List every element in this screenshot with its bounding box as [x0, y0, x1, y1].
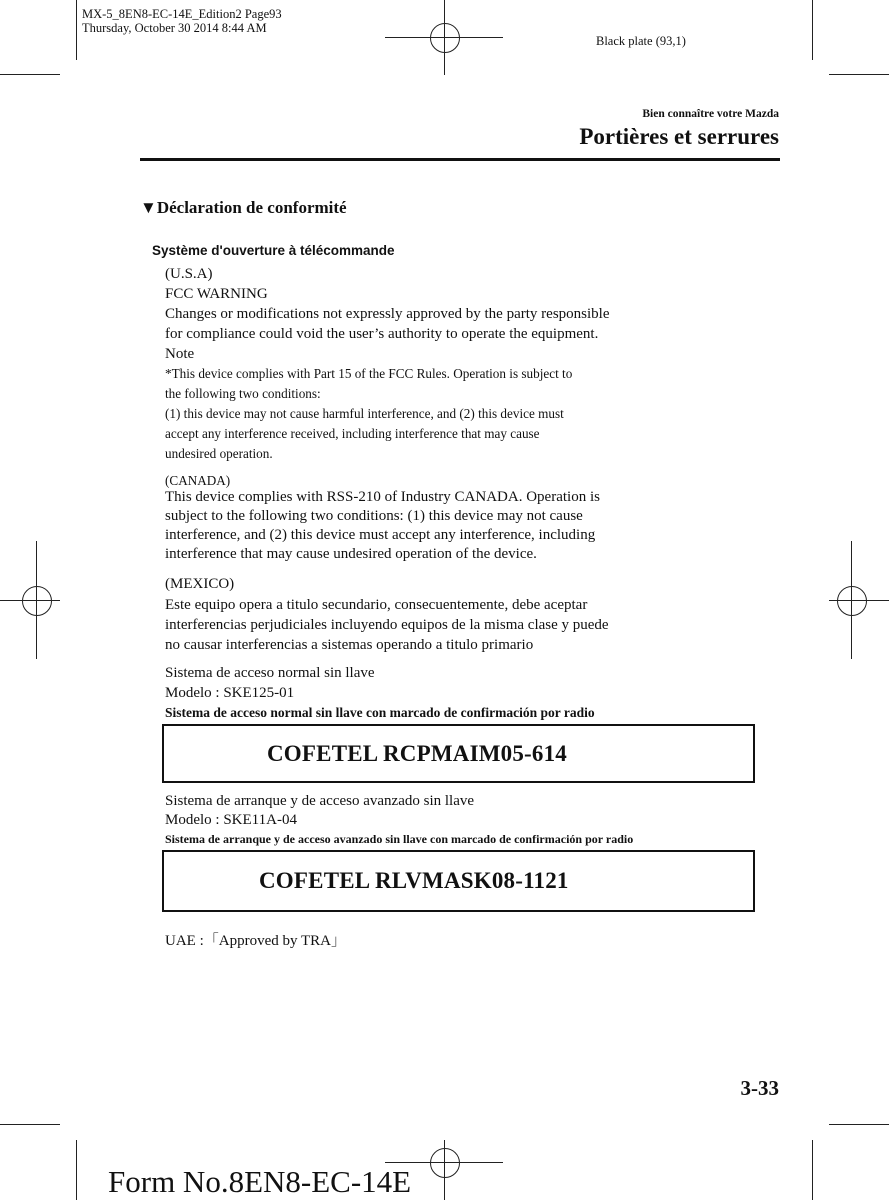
canada-text-line: interference that may cause undesired operation of the device. [165, 546, 537, 562]
system-name: Sistema de acceso normal sin llave [165, 665, 375, 681]
usa-label: (U.S.A) [165, 266, 213, 282]
usa-text-line: for compliance could void the user’s authority to operate the equipment. [165, 326, 599, 342]
section-title: Portières et serrures [579, 124, 779, 149]
cofetel-code: COFETEL RCPMAIM05-614 [267, 740, 567, 766]
canada-text-line: subject to the following two conditions: (1) this device may not cause [165, 508, 583, 524]
system-caption: Sistema de arranque y de acceso avanzado sin llave con marcado de confirmación por radio [165, 832, 634, 846]
cofetel-box [162, 850, 755, 912]
print-file-label: MX-5_8EN8-EC-14E_Edition2 Page93 [82, 7, 282, 21]
section-rule [140, 158, 780, 161]
mexico-label: (MEXICO) [165, 576, 235, 592]
page-number: 3-33 [740, 1076, 779, 1100]
mexico-text-line: interferencias perjudiciales incluyendo equipos de la misma clase y puede [165, 617, 609, 633]
print-timestamp: Thursday, October 30 2014 8:44 AM [82, 21, 267, 35]
note-label: Note [165, 346, 195, 362]
note-line: (1) this device may not cause harmful interference, and (2) this device must [165, 406, 564, 421]
system-model: Modelo : SKE125-01 [165, 685, 295, 701]
note-line: the following two conditions: [165, 386, 321, 401]
black-plate-label: Black plate (93,1) [596, 34, 686, 48]
conformity-heading-text: Déclaration de conformité [156, 198, 347, 217]
canada-text-line: interference, and (2) this device must accept any interference, including [165, 527, 596, 543]
system-name: Sistema de arranque y de acceso avanzado sin llave [165, 793, 475, 809]
triangle-down-icon: ▼ [140, 198, 157, 217]
uae-approval: UAE :「Approved by TRA」 [165, 933, 346, 949]
system-model: Modelo : SKE11A-04 [165, 812, 297, 828]
system-caption: Sistema de acceso normal sin llave con marcado de confirmación por radio [165, 705, 595, 720]
canada-label: (CANADA) [165, 473, 231, 488]
mexico-text-line: no causar interferencias a sistemas operando a titulo primario [165, 637, 534, 653]
conformity-heading [140, 198, 347, 218]
cofetel-code: COFETEL RLVMASK08-1121 [259, 868, 569, 893]
usa-text-line: Changes or modifications not expressly approved by the party responsible [165, 306, 610, 322]
cofetel-box [162, 724, 755, 783]
note-line: *This device complies with Part 15 of the FCC Rules. Operation is subject to [165, 366, 573, 381]
note-line: accept any interference received, including interference that may cause [165, 426, 540, 441]
fcc-warning: FCC WARNING [165, 286, 268, 302]
chapter-title: Bien connaître votre Mazda [642, 108, 779, 120]
subheading: Système d'ouverture à télécommande [152, 243, 395, 258]
mexico-text-line: Este equipo opera a titulo secundario, consecuentemente, debe aceptar [165, 597, 588, 613]
form-number: Form No.8EN8-EC-14E [108, 1164, 412, 1199]
canada-text-line: This device complies with RSS-210 of Industry CANADA. Operation is [165, 489, 600, 505]
note-line: undesired operation. [165, 446, 273, 461]
